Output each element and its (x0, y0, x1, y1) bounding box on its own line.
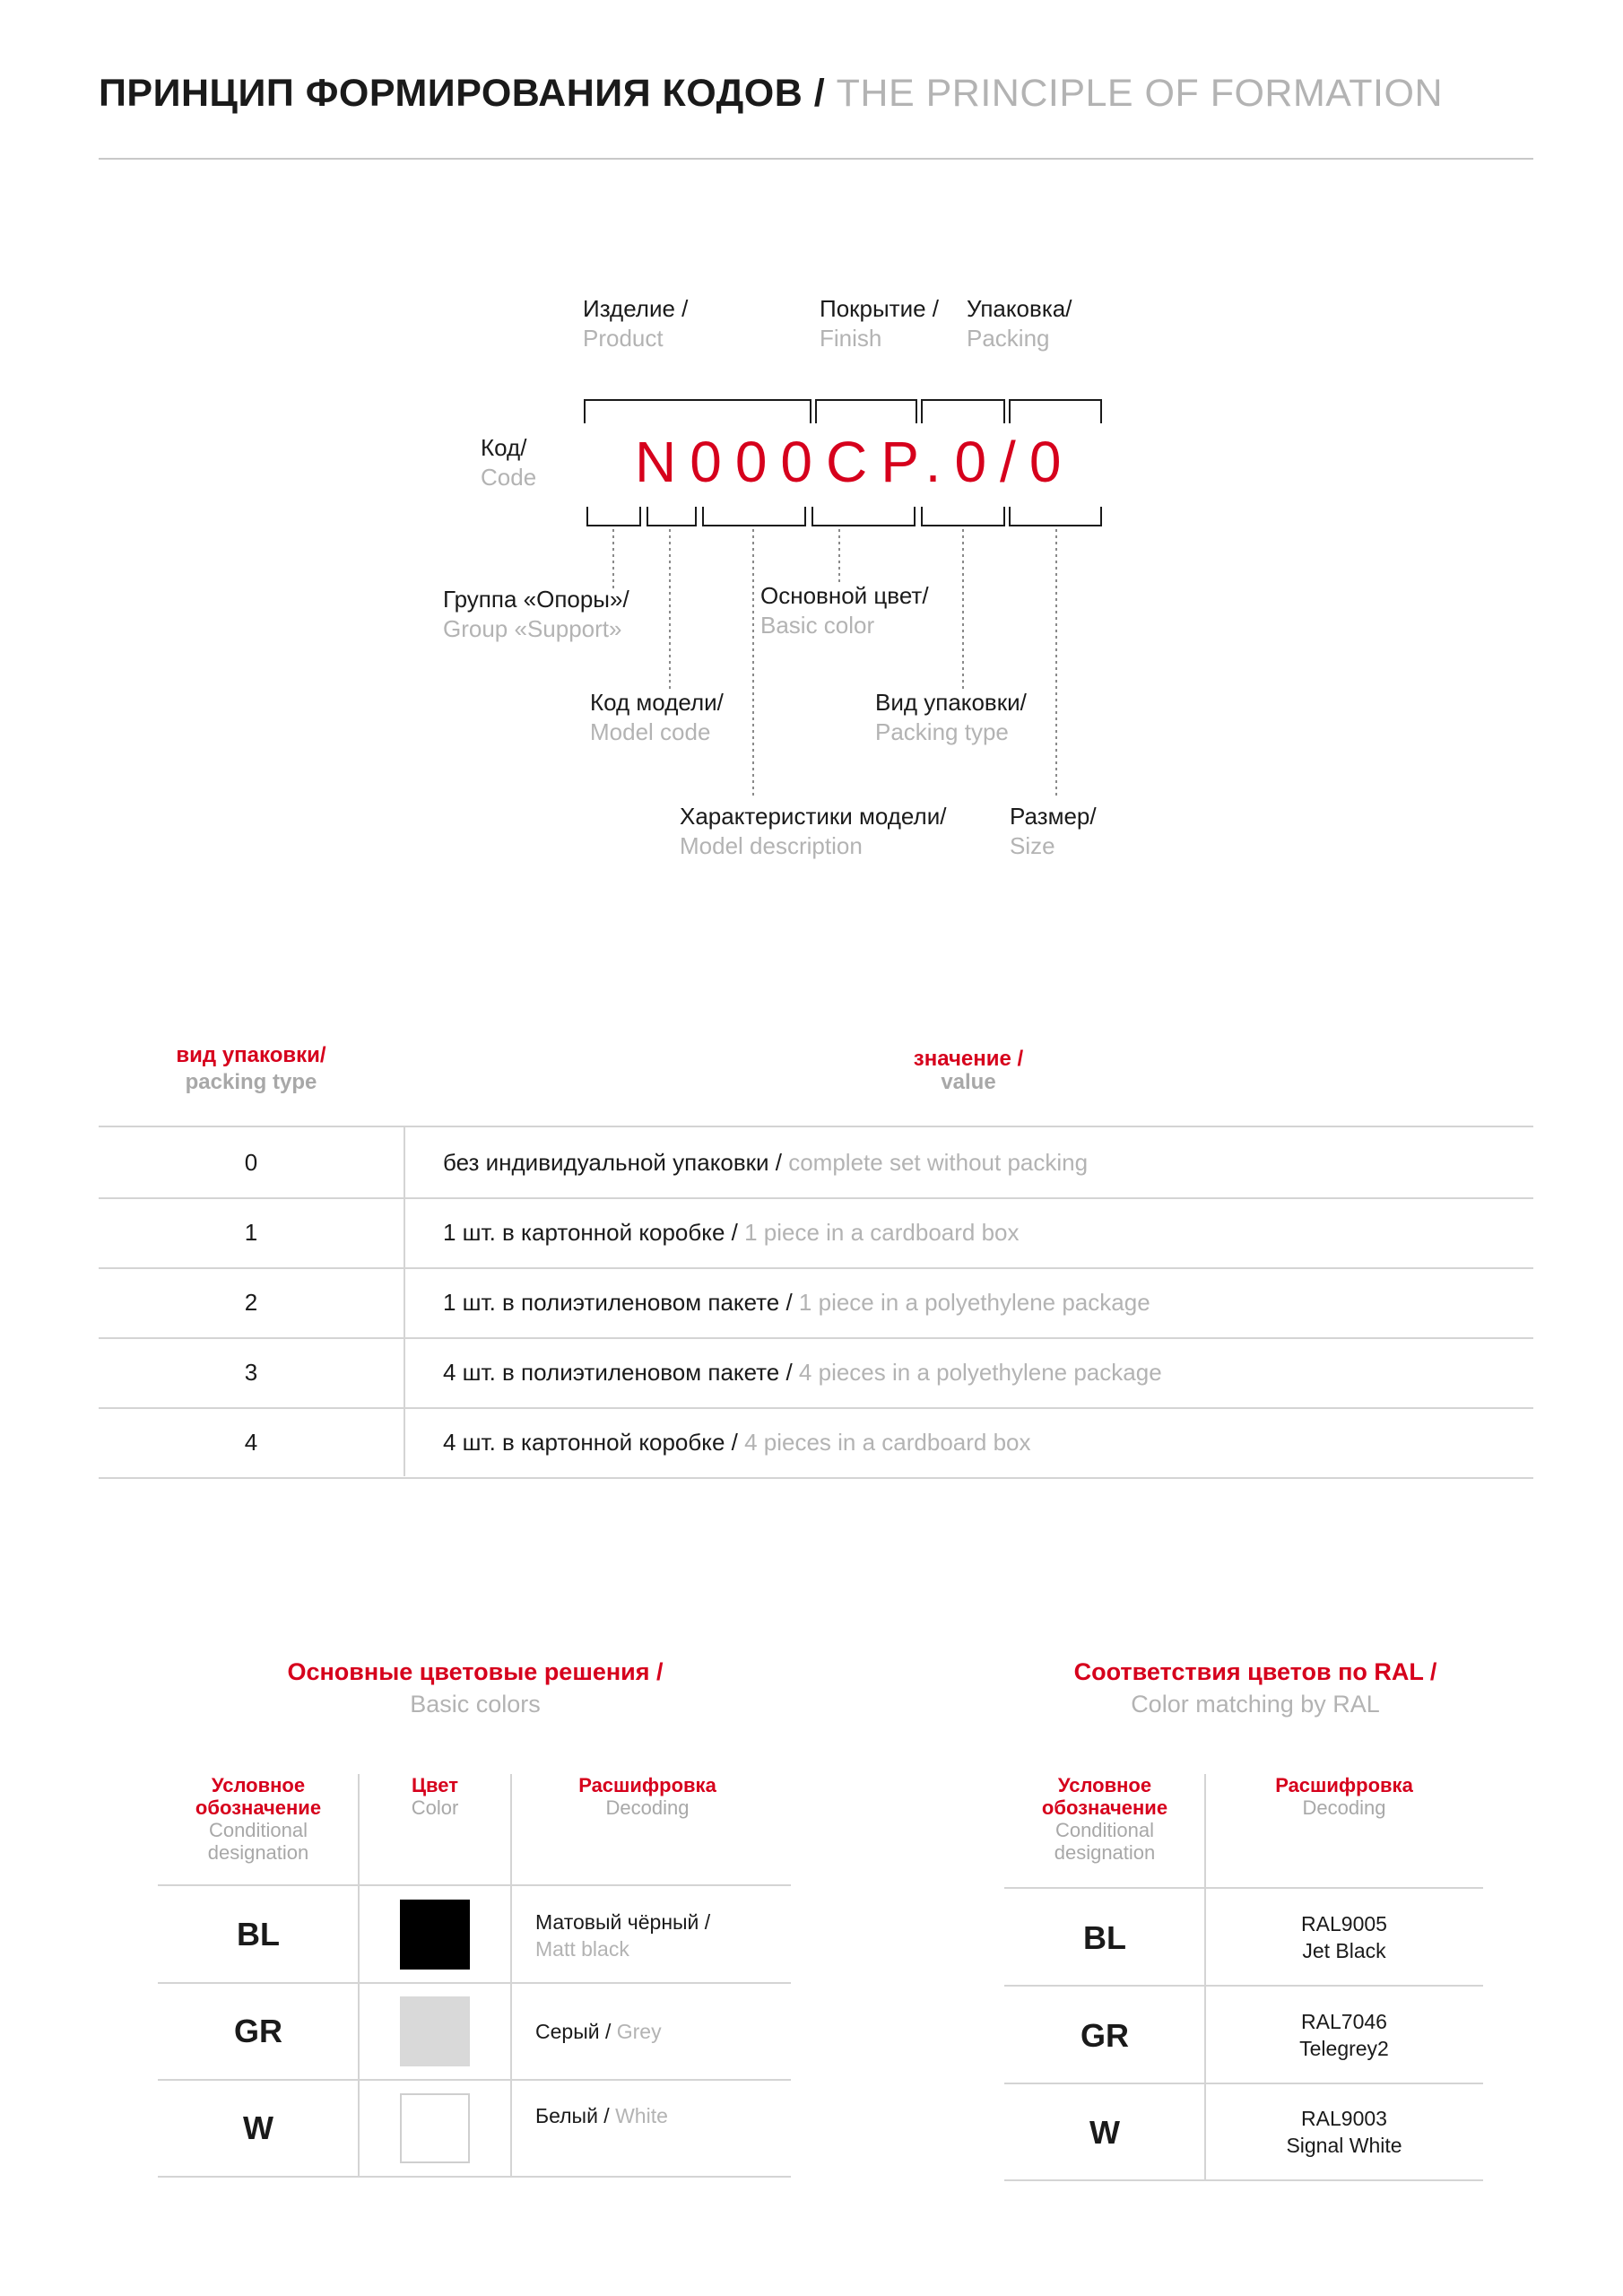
label-packing: Упаковка/ Packing (967, 295, 1072, 352)
bracket-packing (1010, 400, 1101, 423)
bracket-color (812, 507, 915, 526)
bracket-product (585, 400, 811, 423)
label-product: Изделие / Product (583, 295, 689, 352)
color-code-gr: GR (234, 2013, 282, 2049)
label-code: Код/ Code (481, 434, 537, 491)
code-brackets (0, 0, 1623, 897)
ral-code-gr: GR (1081, 2017, 1129, 2054)
bracket-model-desc (703, 507, 805, 526)
decoding-w: Белый / White (535, 2104, 668, 2127)
ral-rule (1004, 1985, 1483, 1987)
packing-type-header: вид упаковки/ packing type (176, 1043, 326, 1094)
product-code: N000CP.0/0 (635, 430, 1075, 494)
table-row: 4 4 шт. в картонной коробке / 4 pieces in a cardboard box (99, 1407, 1533, 1479)
ral-code-bl: BL (1083, 1919, 1126, 1956)
ral-rule (1004, 1887, 1483, 1889)
basic-colors-rule (158, 1982, 791, 1984)
table-row: 2 1 шт. в полиэтиленовом пакете / 1 piece in a polyethylene package (99, 1267, 1533, 1339)
table-row: 3 4 шт. в полиэтиленовом пакете / 4 pieces in a polyethylene package (99, 1337, 1533, 1409)
label-finish: Покрытие / Finish (820, 295, 940, 352)
bracket-group (587, 507, 640, 526)
bracket-packing-type (922, 507, 1004, 526)
bracket-model-code (647, 507, 696, 526)
page-title-en: THE PRINCIPLE OF FORMATION (836, 72, 1444, 115)
label-group: Группа «Опоры»/ Group «Support» (443, 586, 629, 642)
bracket-size (1010, 507, 1101, 526)
color-code-bl: BL (237, 1916, 280, 1952)
basic-colors-divider-2 (510, 1774, 512, 2178)
swatch-grey (400, 1996, 470, 2066)
ral-colors-title: Соответствия цветов по RAL / Color matching by RAL (1073, 1658, 1437, 1718)
label-basic-color: Основной цвет/ Basic color (760, 582, 929, 639)
ral-rule (1004, 2179, 1483, 2181)
bracket-finish-1 (816, 400, 916, 423)
color-code-w: W (243, 2109, 273, 2146)
page-title-ru: ПРИНЦИП ФОРМИРОВАНИЯ КОДОВ / (99, 72, 826, 115)
designation-header: Условное обозначение Conditional designation (195, 1774, 322, 1864)
ral-rule (1004, 2083, 1483, 2084)
basic-colors-rule (158, 2079, 791, 2081)
basic-colors-rule (158, 1884, 791, 1886)
basic-colors-rule (158, 2176, 791, 2178)
bracket-finish-2 (922, 400, 1004, 423)
color-header: Цвет Color (411, 1774, 459, 1819)
swatch-white (400, 2093, 470, 2163)
table-row: 0 без индивидуальной упаковки / complete set without packing (99, 1127, 1533, 1199)
ral-code-w: W (1089, 2114, 1120, 2151)
decoding-gr: Серый / Grey (535, 2020, 662, 2043)
label-model-description: Характеристики модели/ Model description (680, 803, 947, 859)
table-row: 1 1 шт. в картонной коробке / 1 piece in a cardboard box (99, 1197, 1533, 1269)
ral-decoding-header: Расшифровка Decoding (1275, 1774, 1413, 1819)
decoding-header: Расшифровка Decoding (578, 1774, 716, 1819)
label-packing-type: Вид упаковки/ Packing type (875, 689, 1027, 745)
ral-value-bl: RAL9005 Jet Black (1301, 1912, 1387, 1962)
basic-colors-title: Основные цветовые решения / Basic colors (287, 1658, 664, 1718)
value-header: значение / value (913, 1047, 1024, 1094)
label-model-code: Код модели/ Model code (590, 689, 724, 745)
swatch-black (400, 1900, 470, 1970)
ral-value-gr: RAL7046 Telegrey2 (1299, 2010, 1389, 2060)
label-size: Размер/ Size (1010, 803, 1097, 859)
decoding-bl: Матовый чёрный / Matt black (535, 1910, 711, 1961)
ral-value-w: RAL9003 Signal White (1286, 2107, 1402, 2157)
ral-designation-header: Условное обозначение Conditional designation (1041, 1774, 1168, 1864)
